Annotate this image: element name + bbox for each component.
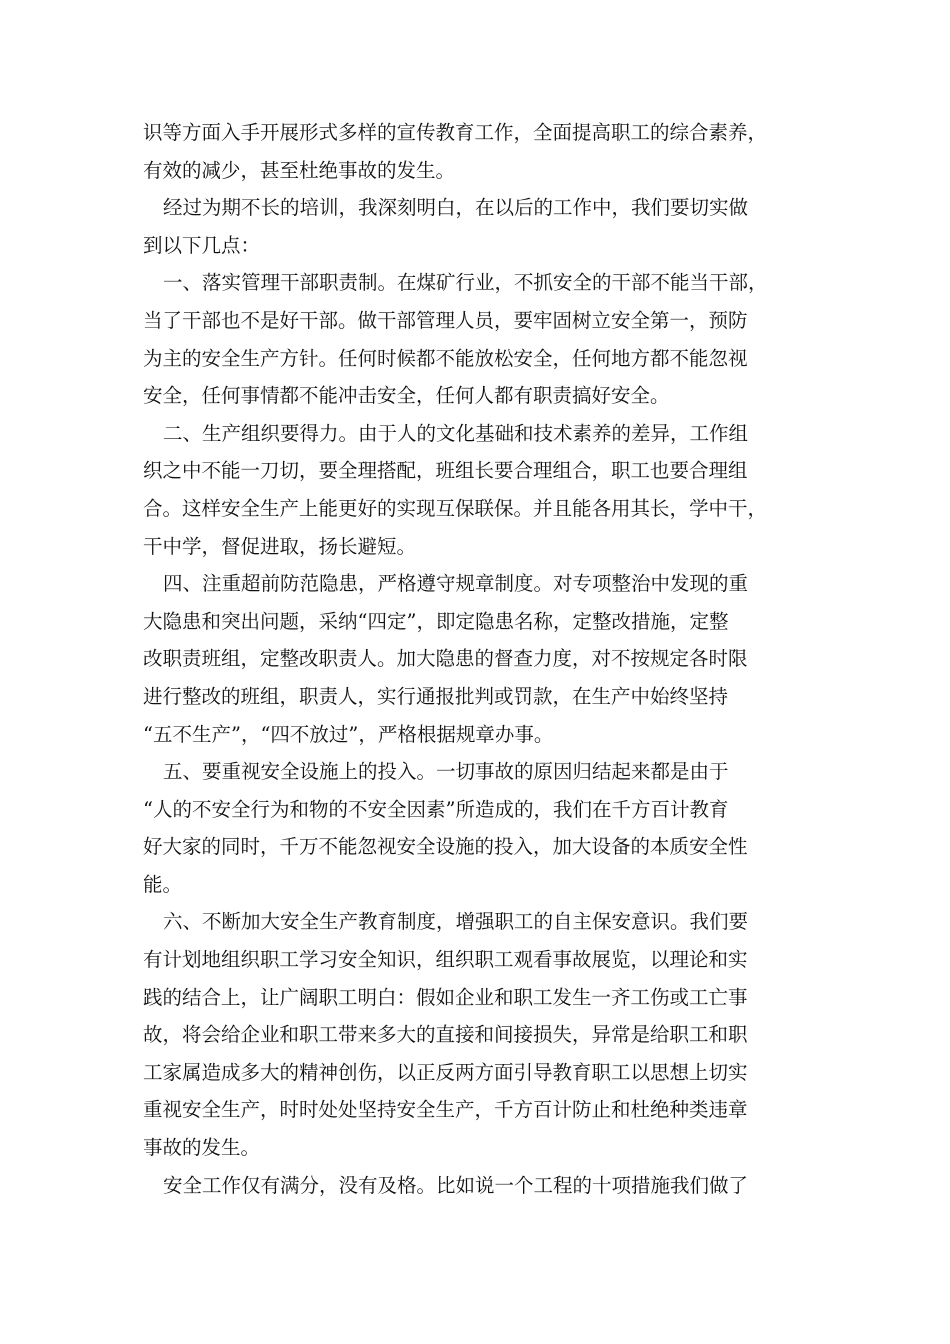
text-line: 有效的减少，甚至杜绝事故的发生。 xyxy=(143,158,456,182)
paragraph-first-line: 五、要重视安全设施上的投入。一切事故的原因归结起来都是由于 xyxy=(163,760,729,784)
text-line: 织之中不能一刀切，要全理搭配，班组长要合理组合，职工也要合理组 xyxy=(143,459,748,483)
text-line: 为主的安全生产方针。任何时候都不能放松安全，任何地方都不能忽视 xyxy=(143,346,748,370)
text-line: 好大家的同时，千万不能忽视安全设施的投入，加大设备的本质安全性 xyxy=(143,835,748,859)
text-line: “人的不安全行为和物的不安全因素”所造成的，我们在千方百计教育 xyxy=(143,797,729,821)
text-line: 识等方面入手开展形式多样的宣传教育工作，全面提高职工的综合素养， xyxy=(143,121,768,144)
text-line: 当了干部也不是好干部。做干部管理人员，要牢固树立安全第一，预防 xyxy=(143,308,748,332)
paragraph-first-line: 一、落实管理干部职责制。在煤矿行业，不抓安全的干部不能当干部， xyxy=(163,271,768,295)
text-line: 到以下几点： xyxy=(143,233,261,257)
text-line: 改职责班组，定整改职责人。加大隐患的督查力度，对不按规定各时限 xyxy=(143,647,748,671)
text-line: 有计划地组织职工学习安全知识，组织职工观看事故展览，以理论和实 xyxy=(143,948,748,972)
text-line: 进行整改的班组，职责人，实行通报批判或罚款，在生产中始终坚持 xyxy=(143,684,729,708)
text-line: 重视安全生产，时时处处坚持安全生产，千方百计防止和杜绝种类违章 xyxy=(143,1098,748,1122)
paragraph-first-line: 六、不断加大安全生产教育制度，增强职工的自主保安意识。我们要 xyxy=(163,910,749,934)
text-line: 干中学，督促进取，扬长避短。 xyxy=(143,534,417,558)
text-line: “五不生产”，“四不放过”，严格根据规章办事。 xyxy=(143,722,554,746)
paragraph-first-line: 四、注重超前防范隐患，严格遵守规章制度。对专项整治中发现的重 xyxy=(163,572,749,596)
document-body xyxy=(143,114,808,1204)
text-line: 故，将会给企业和职工带来多大的直接和间接损失，异常是给职工和职 xyxy=(143,1023,748,1047)
paragraph-first-line: 安全工作仅有满分，没有及格。比如说一个工程的十项措施我们做了 xyxy=(163,1173,749,1197)
text-line: 合。这样安全生产上能更好的实现互保联保。并且能各用其长，学中干， xyxy=(143,496,768,520)
paragraph-first-line: 二、生产组织要得力。由于人的文化基础和技术素养的差异，工作组 xyxy=(163,421,749,445)
paragraph-first-line: 经过为期不长的培训，我深刻明白，在以后的工作中，我们要切实做 xyxy=(163,196,749,220)
text-line: 事故的发生。 xyxy=(143,1136,261,1160)
text-line: 工家属造成多大的精神创伤，以正反两方面引导教育职工以思想上切实 xyxy=(143,1060,748,1084)
text-line: 安全，任何事情都不能冲击安全，任何人都有职责搞好安全。 xyxy=(143,384,670,408)
text-line: 践的结合上，让广阔职工明白：假如企业和职工发生一齐工伤或工亡事 xyxy=(143,985,748,1009)
text-line: 大隐患和突出问题，采纳“四定”，即定隐患名称，定整改措施，定整 xyxy=(143,609,729,633)
text-line: 能。 xyxy=(143,872,183,896)
